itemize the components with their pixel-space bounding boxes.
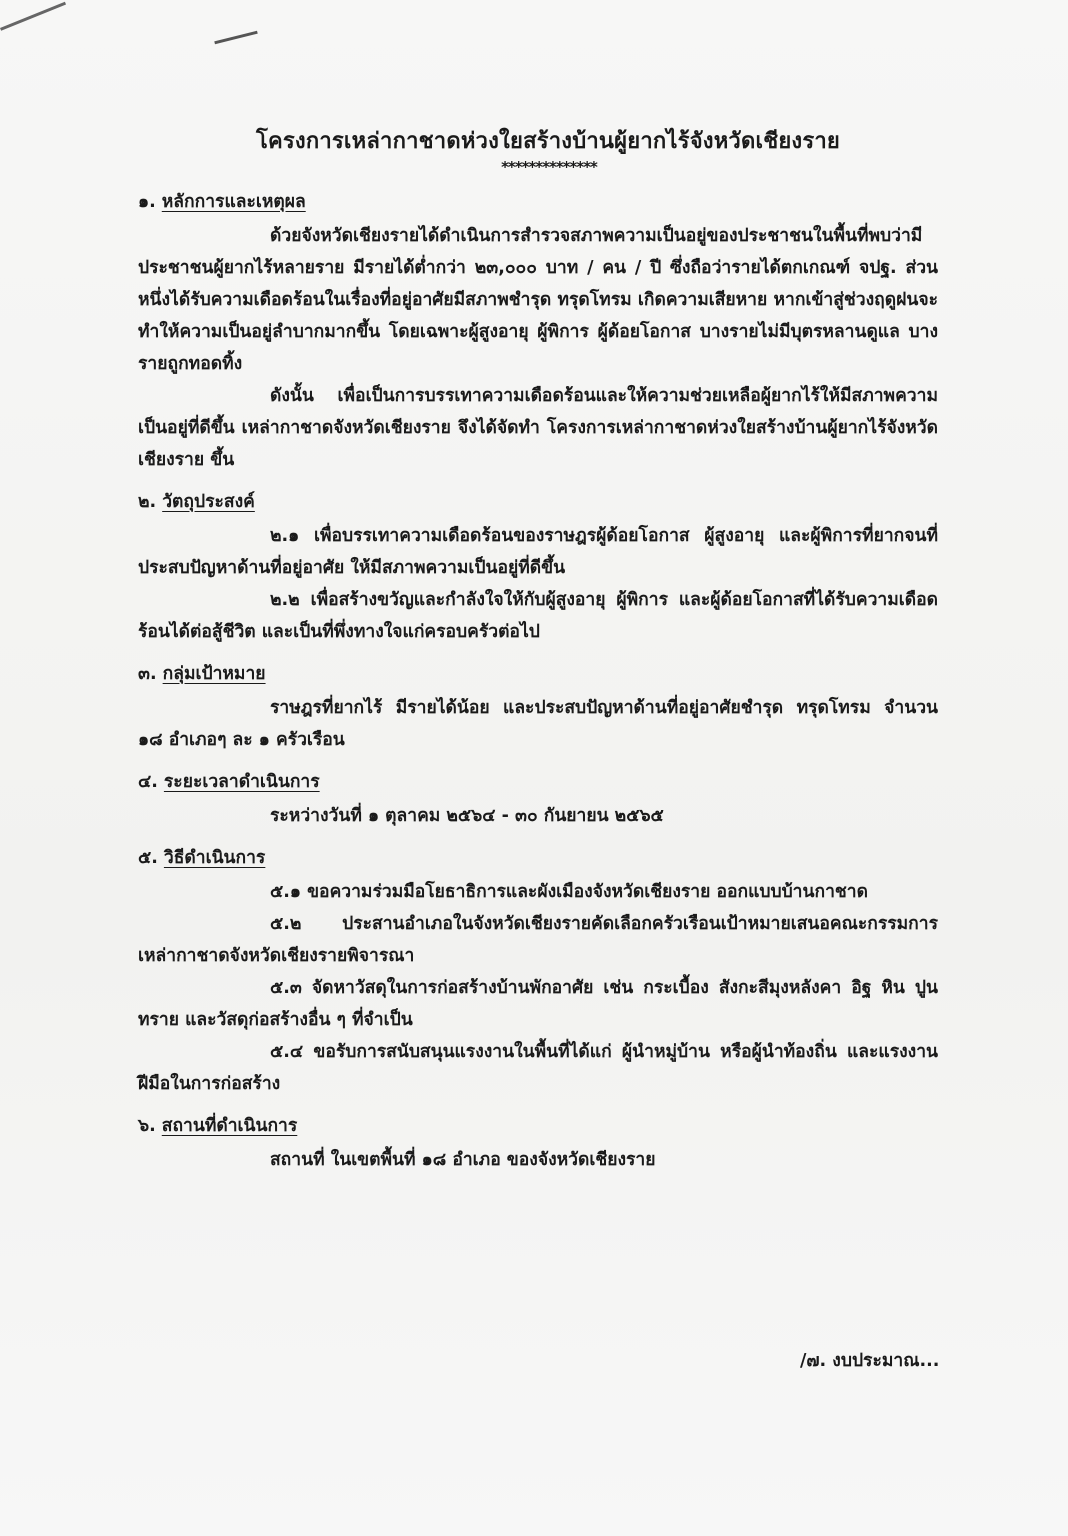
method-5-4: ๕.๔ ขอรับการสนับสนุนแรงงานในพื้นที่ได้แก่ ผู้นำหมู่บ้าน หรือผู้นำท้องถิ่น และแรงงานฝีมือในการก่อสร้าง: [138, 1042, 938, 1094]
section-heading-target-group: [138, 658, 938, 690]
section-heading-duration: [138, 766, 938, 798]
scan-mark-top: [214, 31, 257, 45]
section-heading-principles: [138, 186, 938, 218]
method-5-2: ๕.๒ ประสานอำเภอในจังหวัดเชียงรายคัดเลือกครัวเรือนเป้าหมายเสนอคณะกรรมการเหล่ากาชาดจังหวัดเชียงรายพิจารณา: [138, 914, 938, 966]
section-title: ระยะเวลาดำเนินการ: [163, 772, 320, 792]
principles-paragraph-2: ดังนั้น เพื่อเป็นการบรรเทาความเดือดร้อนและให้ความช่วยเหลือผู้ยากไร้ให้มีสภาพความเป็นอยู่ที่ดีขึ้น เหล่ากาชาดจังหวัดเชียงราย จึงได้จัดทำ โครงการเหล่ากาชาดห่วงใยสร้างบ้านผู้ยากไร้จังหวัดเชียงราย ขึ้น: [138, 386, 938, 470]
section-number: ๓.: [138, 664, 157, 684]
document-title: โครงการเหล่ากาชาดห่วงใยสร้างบ้านผู้ยากไร้จังหวัดเชียงราย: [255, 129, 841, 154]
section-heading-location: [138, 1110, 938, 1142]
document-body: [138, 124, 938, 1176]
scan-mark-top-left: [0, 2, 66, 31]
method-5-3: ๕.๓ จัดหาวัสดุในการก่อสร้างบ้านพักอาศัย เช่น กระเบื้อง สังกะสีมุงหลังคา อิฐ หิน ปูน ทราย และวัสดุก่อสร้างอื่น ๆ ที่จำเป็น: [138, 978, 939, 1030]
section-number: ๔.: [138, 772, 158, 792]
title-separator: **************: [501, 158, 597, 176]
target-group-paragraph: ราษฎรที่ยากไร้ มีรายได้น้อย และประสบปัญหาด้านที่อยู่อาศัยชำรุด ทรุดโทรม จำนวน ๑๘ อำเภอๆ ละ ๑ ครัวเรือน: [138, 698, 938, 750]
section-title: หลักการและเหตุผล: [161, 192, 306, 212]
duration-text: ระหว่างวันที่ ๑ ตุลาคม ๒๕๖๔ - ๓๐ กันยายน ๒๕๖๕: [270, 806, 664, 826]
principles-paragraph-1: ด้วยจังหวัดเชียงรายได้ดำเนินการสำรวจสภาพความเป็นอยู่ของประชาชนในพื้นที่พบว่ามีประชาชนผู้ยากไร้หลายราย มีรายได้ต่ำกว่า ๒๓,๐๐๐ บาท / คน / ปี ซึ่งถือว่ารายได้ตกเกณฑ์ จปฐ. ส่วนหนึ่งได้รับความเดือดร้อนในเรื่องที่อยู่อาศัยมีสภาพชำรุด ทรุดโทรม เกิดความเสียหาย หากเข้าสู่ช่วงฤดูฝนจะทำให้ความเป็นอยู่ลำบากมากขึ้น โดยเฉพาะผู้สูงอายุ ผู้พิการ ผู้ด้อยโอกาส บางรายไม่มีบุตรหลานดูแล บางรายถูกทอดทิ้ง: [138, 226, 938, 374]
section-title: วิธีดำเนินการ: [163, 848, 266, 868]
section-title: กลุ่มเป้าหมาย: [162, 664, 266, 684]
method-5-1: ๕.๑ ขอความร่วมมือโยธาธิการและผังเมืองจังหวัดเชียงราย ออกแบบบ้านกาชาด: [270, 882, 868, 902]
objective-2-2: ๒.๒ เพื่อสร้างขวัญและกำลังใจให้กับผู้สูงอายุ ผู้พิการ และผู้ด้อยโอกาสที่ได้รับความเดือดร้อนได้ต่อสู้ชีวิต และเป็นที่พึ่งทางใจแก่ครอบครัวต่อไป: [138, 590, 938, 642]
section-number: ๒.: [138, 492, 157, 512]
section-number: ๕.: [138, 848, 158, 868]
section-heading-objectives: [138, 486, 938, 518]
section-number: ๑.: [138, 192, 156, 212]
location-text: สถานที่ ในเขตพื้นที่ ๑๘ อำเภอ ของจังหวัดเชียงราย: [270, 1150, 656, 1170]
section-heading-methods: [138, 842, 938, 874]
section-title: สถานที่ดำเนินการ: [161, 1116, 298, 1136]
continuation-note: /๗. งบประมาณ...: [800, 1351, 940, 1371]
objective-2-1: ๒.๑ เพื่อบรรเทาความเดือดร้อนของราษฎรผู้ด้อยโอกาส ผู้สูงอายุ และผู้พิการที่ยากจนที่ประสบปัญหาด้านที่อยู่อาศัย ให้มีสภาพความเป็นอยู่ที่ดีขึ้น: [138, 526, 938, 578]
section-title: วัตถุประสงค์: [162, 492, 255, 512]
section-number: ๖.: [138, 1116, 156, 1136]
